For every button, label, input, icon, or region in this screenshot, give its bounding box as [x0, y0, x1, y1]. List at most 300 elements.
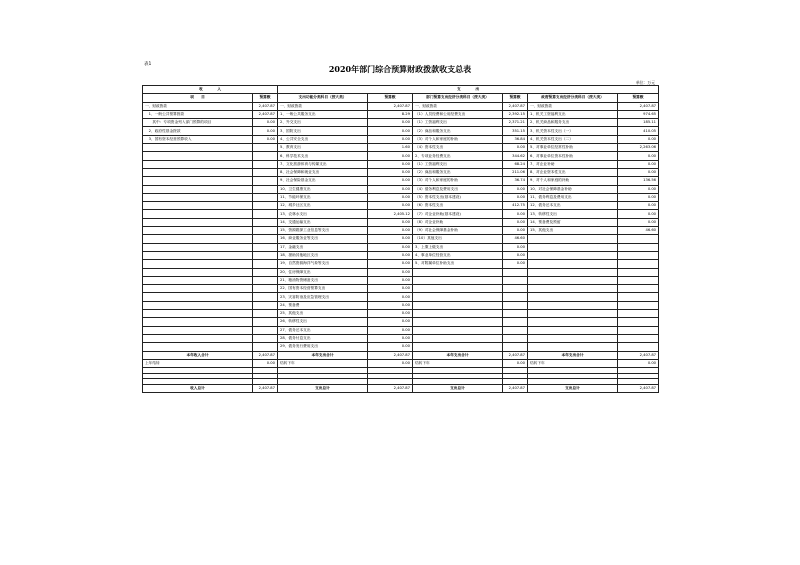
income-item — [143, 185, 253, 193]
table-row — [143, 251, 659, 259]
func-label: 结转下年 — [278, 359, 368, 367]
gov-value: 0.00 — [618, 152, 659, 160]
dept-value — [503, 276, 528, 284]
dept-value: 0.00 — [503, 251, 528, 259]
func-value: 0.00 — [368, 326, 413, 334]
gov-value — [618, 285, 659, 293]
gov-value — [618, 293, 659, 301]
income-value — [253, 334, 278, 342]
dept-item: （2）商品和服务支出 — [413, 127, 503, 135]
func-value: 0.00 — [368, 268, 413, 276]
income-value: 2,407.87 — [253, 351, 278, 359]
gov-value: 185.11 — [618, 119, 659, 127]
table-row — [143, 135, 659, 143]
dept-item: （1）工资福利支出 — [413, 160, 503, 168]
func-item: 7、文化旅游体育与传媒支出 — [278, 160, 368, 168]
gov-item — [528, 276, 618, 284]
income-item — [143, 193, 253, 201]
income-header: 收 入 — [143, 86, 278, 94]
dept-value — [503, 334, 528, 342]
dept-item — [413, 318, 503, 326]
income-value — [253, 343, 278, 351]
func-item: 一、财政拨款 — [278, 102, 368, 110]
income-item — [143, 276, 253, 284]
income-label: 本年收入合计 — [143, 351, 253, 359]
gov-value: 46.60 — [618, 227, 659, 235]
income-item: 其中：专项资金列入部门预算的项目 — [143, 119, 253, 127]
dept-item — [413, 301, 503, 309]
func-value: 0.00 — [368, 301, 413, 309]
table-row — [143, 168, 659, 176]
func-value: 0.00 — [368, 160, 413, 168]
gov-item — [528, 293, 618, 301]
dept-item — [413, 326, 503, 334]
table-row — [143, 285, 659, 293]
income-item — [143, 202, 253, 210]
func-item: 16、商业服务业等支出 — [278, 235, 368, 243]
func-value: 2,407.87 — [368, 102, 413, 110]
gov-item — [528, 285, 618, 293]
income-value — [253, 310, 278, 318]
income-item — [143, 318, 253, 326]
income-value: 0.00 — [253, 135, 278, 143]
income-value — [253, 268, 278, 276]
income-item — [143, 235, 253, 243]
gov-value — [618, 326, 659, 334]
income-value — [253, 235, 278, 243]
table-row — [143, 110, 659, 118]
gov-value: 410.05 — [618, 127, 659, 135]
func-item: 28、债务付息支出 — [278, 334, 368, 342]
gov-item — [528, 318, 618, 326]
table-row — [143, 343, 659, 351]
dept-value: 68.24 — [503, 160, 528, 168]
dept-value: 0.00 — [503, 144, 528, 152]
gov-item: 2、机关商品和服务支出 — [528, 119, 618, 127]
table-row — [143, 218, 659, 226]
income-item — [143, 285, 253, 293]
func-item: 8、社会保障和就业支出 — [278, 168, 368, 176]
dept-item: 4、事业单位经营支出 — [413, 251, 503, 259]
gov-value — [618, 243, 659, 251]
func-item: 22、国有资本经营预算支出 — [278, 285, 368, 293]
gov-value: 0.00 — [618, 193, 659, 201]
func-value: 0.00 — [368, 243, 413, 251]
income-item: 2、政府性基金拨款 — [143, 127, 253, 135]
func-value: 0.00 — [368, 260, 413, 268]
dept-value: 0.00 — [503, 359, 528, 367]
table-row — [143, 293, 659, 301]
totals-row — [143, 351, 659, 359]
income-value: 0.00 — [253, 359, 278, 367]
table-row — [143, 243, 659, 251]
income-item — [143, 168, 253, 176]
func-value: 0.00 — [368, 276, 413, 284]
dept-item: （10）其他支出 — [413, 235, 503, 243]
income-label: 收入总计 — [143, 384, 253, 392]
dept-item: （7）对企业补助(基本建设) — [413, 210, 503, 218]
gov-value — [618, 235, 659, 243]
dept-value — [503, 301, 528, 309]
func-item: 18、援助其他地区支出 — [278, 251, 368, 259]
income-item — [143, 210, 253, 218]
col-item-header: 项 目 — [143, 94, 253, 102]
dept-item: 一、财政拨款 — [413, 102, 503, 110]
func-item: 20、住房保障支出 — [278, 268, 368, 276]
gov-item: 4、机关资本性支出（二） — [528, 135, 618, 143]
dept-value: 351.15 — [503, 127, 528, 135]
gov-item: 14、预备费及预留 — [528, 218, 618, 226]
gov-value — [618, 310, 659, 318]
func-value: 0.00 — [368, 293, 413, 301]
func-item: 10、卫生健康支出 — [278, 185, 368, 193]
func-value: 0.00 — [368, 193, 413, 201]
gov-value: 2,407.87 — [618, 351, 659, 359]
dept-item: 5、对附属单位补助支出 — [413, 260, 503, 268]
income-item: 一、财政拨款 — [143, 102, 253, 110]
col-dept-econ-header: 部门预算支出经济分类科目（按大类） — [413, 94, 503, 102]
col-budget-header: 预算数 — [368, 94, 413, 102]
gov-item — [528, 260, 618, 268]
carry-row — [143, 359, 659, 367]
dept-value — [503, 268, 528, 276]
income-item — [143, 310, 253, 318]
func-item: 13、农林水支出 — [278, 210, 368, 218]
dept-item — [413, 293, 503, 301]
income-value — [253, 177, 278, 185]
dept-value: 0.00 — [503, 260, 528, 268]
gov-value — [618, 318, 659, 326]
gov-item — [528, 301, 618, 309]
income-item — [143, 293, 253, 301]
dept-value: 0.00 — [503, 185, 528, 193]
income-label: 上年结转 — [143, 359, 253, 367]
dept-item: （9）对社会保障基金补助 — [413, 227, 503, 235]
gov-label: 本年支出合计 — [528, 351, 618, 359]
func-item: 17、金融支出 — [278, 243, 368, 251]
gov-item: 10、对社会保障基金补助 — [528, 185, 618, 193]
dept-value: 2,407.87 — [503, 351, 528, 359]
gov-item — [528, 268, 618, 276]
col-budget-header: 预算数 — [618, 94, 659, 102]
func-item: 1、一般公共服务支出 — [278, 110, 368, 118]
income-value — [253, 185, 278, 193]
dept-value: 0.00 — [503, 193, 528, 201]
func-value: 0.00 — [368, 235, 413, 243]
table-row — [143, 227, 659, 235]
gov-value: 2,407.87 — [618, 384, 659, 392]
gov-value: 0.00 — [618, 210, 659, 218]
dept-value — [503, 343, 528, 351]
dept-value: 211.06 — [503, 168, 528, 176]
dept-item — [413, 268, 503, 276]
table-row — [143, 177, 659, 185]
dept-value — [503, 310, 528, 318]
func-value: 0.00 — [368, 334, 413, 342]
dept-value: 412.75 — [503, 202, 528, 210]
unit-label: 单位：万元 — [636, 80, 655, 85]
income-item — [143, 334, 253, 342]
table-row — [143, 326, 659, 334]
func-value: 0.00 — [368, 135, 413, 143]
income-value: 2,407.87 — [253, 110, 278, 118]
income-item: 3、国有资本经营预算收入 — [143, 135, 253, 143]
dept-value: 46.60 — [503, 235, 528, 243]
dept-item — [413, 276, 503, 284]
gov-value: 974.65 — [618, 110, 659, 118]
gov-value — [618, 276, 659, 284]
income-item — [143, 243, 253, 251]
func-item: 19、自然资源海洋气象等支出 — [278, 260, 368, 268]
page-title: 2020年部门综合预算财政拨款收支总表 — [328, 64, 472, 74]
gov-item: 8、对企业资本性支出 — [528, 168, 618, 176]
gov-value: 0.00 — [618, 168, 659, 176]
func-value: 0.00 — [368, 127, 413, 135]
income-value — [253, 202, 278, 210]
gov-value: 0.00 — [618, 160, 659, 168]
func-value: 0.00 — [368, 359, 413, 367]
grand-total-row — [143, 384, 659, 392]
gov-item — [528, 310, 618, 318]
gov-item: 3、机关资本性支出（一） — [528, 127, 618, 135]
dept-item: （6）资本性支出 — [413, 202, 503, 210]
gov-item — [528, 243, 618, 251]
func-item: 23、灾害防治及应急管理支出 — [278, 293, 368, 301]
income-item — [143, 251, 253, 259]
func-item: 11、节能环保支出 — [278, 193, 368, 201]
table-row — [143, 144, 659, 152]
income-value — [253, 193, 278, 201]
gov-label: 结转下年 — [528, 359, 618, 367]
func-item: 15、资源勘探工业信息等支出 — [278, 227, 368, 235]
table-row — [143, 102, 659, 110]
dept-value: 344.62 — [503, 152, 528, 160]
gov-value — [618, 251, 659, 259]
func-value: 2,407.87 — [368, 351, 413, 359]
table-row — [143, 260, 659, 268]
func-value: 1.60 — [368, 144, 413, 152]
func-item: 24、预备费 — [278, 301, 368, 309]
col-func-header: 支出功能分类科目（按大类） — [278, 94, 368, 102]
header-row-columns — [143, 94, 659, 102]
table-row — [143, 334, 659, 342]
gov-value: 0.00 — [618, 202, 659, 210]
table-row — [143, 185, 659, 193]
income-value: 2,407.87 — [253, 102, 278, 110]
table-row — [143, 119, 659, 127]
income-value — [253, 285, 278, 293]
dept-item: （2）商品和服务支出 — [413, 168, 503, 176]
func-item: 5、教育支出 — [278, 144, 368, 152]
func-item: 9、社会保险基金支出 — [278, 177, 368, 185]
income-value — [253, 276, 278, 284]
income-item — [143, 326, 253, 334]
income-item — [143, 152, 253, 160]
gov-value — [618, 343, 659, 351]
income-item: 1、一般公共预算拨款 — [143, 110, 253, 118]
func-value: 0.00 — [368, 251, 413, 259]
gov-item — [528, 326, 618, 334]
income-value — [253, 318, 278, 326]
gov-item: 7、对企业补助 — [528, 160, 618, 168]
gov-value: 0.00 — [618, 359, 659, 367]
gov-item: 一、财政拨款 — [528, 102, 618, 110]
income-item — [143, 343, 253, 351]
income-item — [143, 227, 253, 235]
gov-value: 2,407.87 — [618, 102, 659, 110]
dept-value: 2,407.87 — [503, 102, 528, 110]
dept-value: 0.00 — [503, 218, 528, 226]
dept-item: （8）对企业补助 — [413, 218, 503, 226]
func-item: 25、其他支出 — [278, 310, 368, 318]
gov-item — [528, 334, 618, 342]
dept-value: 2,407.87 — [503, 384, 528, 392]
income-value — [253, 243, 278, 251]
income-value — [253, 218, 278, 226]
dept-item — [413, 343, 503, 351]
income-value: 0.00 — [253, 127, 278, 135]
col-gov-econ-header: 政府预算支出经济分类科目（按大类） — [528, 94, 618, 102]
col-budget-header: 预算数 — [253, 94, 278, 102]
dept-value: 0.00 — [503, 227, 528, 235]
gov-value: 136.56 — [618, 177, 659, 185]
header-row-group — [143, 86, 659, 94]
gov-item: 12、债务还本支出 — [528, 202, 618, 210]
dept-value — [503, 318, 528, 326]
gov-item: 5、对事业单位经常性补助 — [528, 144, 618, 152]
dept-value — [503, 293, 528, 301]
income-value — [253, 210, 278, 218]
func-value: 0.00 — [368, 318, 413, 326]
dept-item: （3）对个人和家庭的补助 — [413, 135, 503, 143]
func-value: 2,405.12 — [368, 210, 413, 218]
dept-item — [413, 310, 503, 318]
gov-value: 0.00 — [618, 218, 659, 226]
dept-label: 支出总计 — [413, 384, 503, 392]
func-value: 8.29 — [368, 110, 413, 118]
func-value: 0.00 — [368, 227, 413, 235]
func-value: 0.00 — [368, 343, 413, 351]
func-item: 14、交通运输支出 — [278, 218, 368, 226]
dept-value: 0.00 — [503, 210, 528, 218]
gov-item: 15、其他支出 — [528, 227, 618, 235]
income-value — [253, 326, 278, 334]
gov-item: 11、债务利息及费用支出 — [528, 193, 618, 201]
func-item: 12、城乡社区支出 — [278, 202, 368, 210]
func-item: 26、转移性支出 — [278, 318, 368, 326]
dept-item — [413, 285, 503, 293]
dept-item: （4）债务利息及费用支出 — [413, 185, 503, 193]
func-item: 29、债务发行费用支出 — [278, 343, 368, 351]
income-item — [143, 144, 253, 152]
income-value — [253, 293, 278, 301]
gov-value: 2,263.06 — [618, 144, 659, 152]
gov-value: 0.00 — [618, 185, 659, 193]
table-row — [143, 235, 659, 243]
income-item — [143, 301, 253, 309]
table-row — [143, 268, 659, 276]
col-budget-header: 预算数 — [503, 94, 528, 102]
dept-value — [503, 285, 528, 293]
func-value: 0.00 — [368, 218, 413, 226]
table-row — [143, 301, 659, 309]
dept-item: 3、上缴上级支出 — [413, 243, 503, 251]
gov-item — [528, 235, 618, 243]
dept-item: （1）人员经费和公用经费支出 — [413, 110, 503, 118]
income-item — [143, 268, 253, 276]
table-row — [143, 276, 659, 284]
dept-label: 结转下年 — [413, 359, 503, 367]
income-item — [143, 177, 253, 185]
gov-value — [618, 334, 659, 342]
dept-label: 本年支出合计 — [413, 351, 503, 359]
dept-item: 2、专项业务经费支出 — [413, 152, 503, 160]
gov-item — [528, 343, 618, 351]
dept-value: 36.74 — [503, 177, 528, 185]
func-label: 支出总计 — [278, 384, 368, 392]
gov-item: 13、转移性支出 — [528, 210, 618, 218]
dept-value — [503, 326, 528, 334]
table-row — [143, 193, 659, 201]
dept-item — [413, 334, 503, 342]
income-value: 2,407.87 — [253, 384, 278, 392]
func-label: 本年支出合计 — [278, 351, 368, 359]
func-item: 2、外交支出 — [278, 119, 368, 127]
income-item — [143, 260, 253, 268]
income-value — [253, 260, 278, 268]
dept-item: （1）工资福利支出 — [413, 119, 503, 127]
gov-value — [618, 268, 659, 276]
gov-item: 1、机关工资福利支出 — [528, 110, 618, 118]
dept-value: 2,371.21 — [503, 119, 528, 127]
func-value: 0.00 — [368, 185, 413, 193]
dept-item: （4）资本性支出 — [413, 144, 503, 152]
table-row — [143, 210, 659, 218]
func-value: 0.00 — [368, 119, 413, 127]
table-row — [143, 310, 659, 318]
page-number: 表1 — [144, 62, 152, 67]
income-value — [253, 301, 278, 309]
income-value — [253, 152, 278, 160]
gov-item: 6、对事业单位资本性补助 — [528, 152, 618, 160]
dept-item: （5）资本性支出(基本建设) — [413, 193, 503, 201]
gov-item: 9、对个人和家庭的补助 — [528, 177, 618, 185]
income-value — [253, 168, 278, 176]
func-item: 6、科学技术支出 — [278, 152, 368, 160]
dept-value: 2,392.15 — [503, 110, 528, 118]
func-value: 0.00 — [368, 177, 413, 185]
gov-value — [618, 260, 659, 268]
income-value — [253, 251, 278, 259]
gov-value: 0.00 — [618, 135, 659, 143]
income-value: 0.00 — [253, 119, 278, 127]
dept-value: 0.00 — [503, 243, 528, 251]
income-item — [143, 160, 253, 168]
income-value — [253, 160, 278, 168]
gov-value — [618, 301, 659, 309]
func-item: 3、国防支出 — [278, 127, 368, 135]
table-row — [143, 202, 659, 210]
income-item — [143, 218, 253, 226]
table-row — [143, 318, 659, 326]
func-value: 2,407.87 — [368, 384, 413, 392]
income-value — [253, 227, 278, 235]
table-row — [143, 160, 659, 168]
budget-summary-table — [142, 85, 659, 393]
income-value — [253, 144, 278, 152]
func-value: 0.00 — [368, 285, 413, 293]
func-value: 0.00 — [368, 152, 413, 160]
